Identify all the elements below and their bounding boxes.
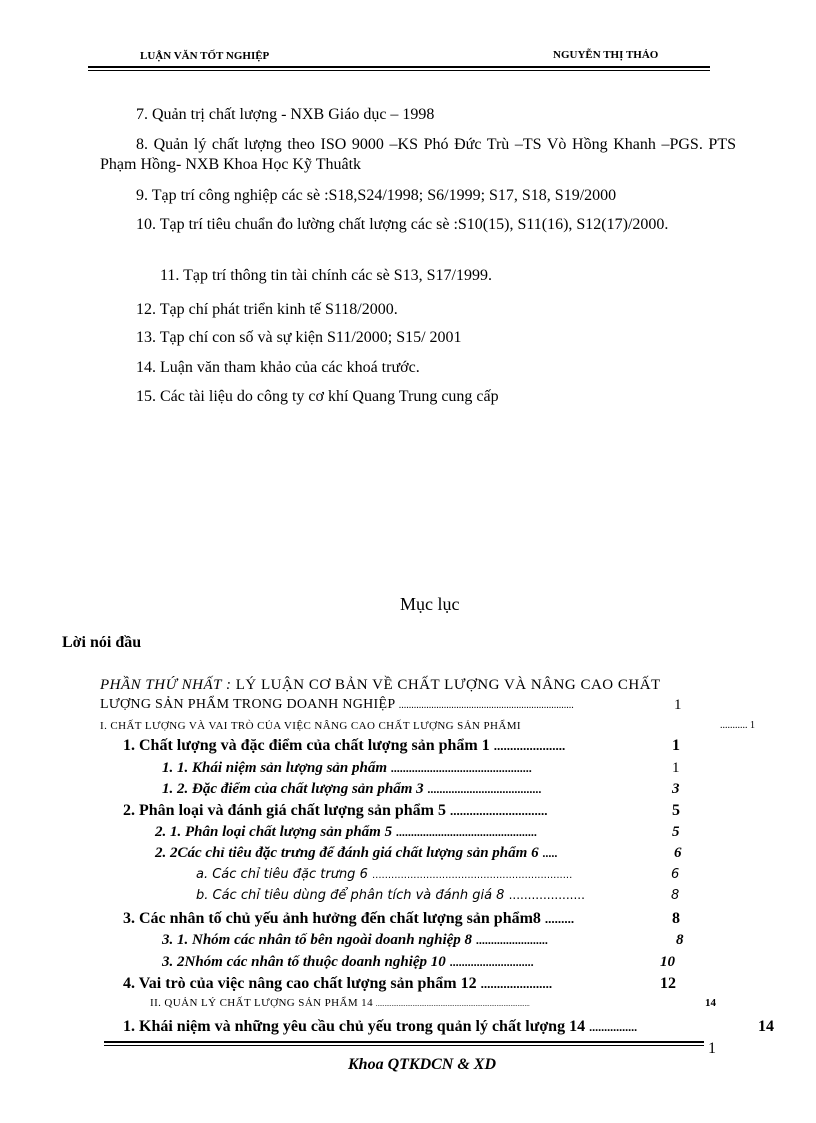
toc-entry-section-1-leader: ........... 1 <box>720 720 755 731</box>
footer-rule-thin <box>104 1045 704 1046</box>
toc-entry-3-1: 3. 1. Nhóm các nhân tố bên ngoài doanh nghiệp 8 ........................ <box>162 932 548 948</box>
toc-entry-2-2: 2. 2Các chỉ tiêu đặc trưng để đánh giá chất lượng sản phẩm 6 ..... <box>155 845 558 861</box>
toc-entry-1-2-page: 3 <box>672 781 680 797</box>
reference-item-7: 7. Quản trị chất lượng - NXB Giáo dục – 1998 <box>136 106 435 123</box>
footer-page-number: 1 <box>708 1040 716 1057</box>
toc-entry-2-1: 2. 1. Phân loại chất lượng sản phẩm 5 ............................................... <box>155 824 537 840</box>
toc-entry-3-page: 8 <box>672 910 680 927</box>
toc-entry-2-1-page: 5 <box>672 824 680 840</box>
toc-intro: Lời nói đầu <box>62 634 142 651</box>
footer-text: Khoa QTKDCN & XD <box>348 1056 497 1073</box>
toc-entry-1-2: 1. 2. Đặc điểm của chất lượng sản phẩm 3 ...................................... <box>162 781 542 797</box>
footer-rule-thick <box>104 1041 704 1043</box>
toc-entry-section-2: II. QUẢN LÝ CHẤT LƯỢNG SẢN PHẨM 14 ........................................................................................ <box>150 997 530 1009</box>
toc-part1-text-1: LÝ LUẬN CƠ BẢN VỀ CHẤT LƯỢNG VÀ NÂNG CAO CHẤT <box>235 677 661 693</box>
toc-entry-2-2-page: 6 <box>674 845 682 861</box>
reference-item-14: 14. Luận văn tham khảo của các khoá trước. <box>136 359 420 376</box>
reference-item-9: 9. Tạp trí công nghiệp các sè :S18,S24/1998; S6/1999; S17, S18, S19/2000 <box>136 187 617 204</box>
header-rule-thin <box>88 70 710 71</box>
toc-entry-1-1-page: 1 <box>672 760 680 776</box>
reference-item-12: 12. Tạp chí phát triển kinh tế S118/2000. <box>136 301 398 318</box>
toc-entry-2-2-b-page: 8 <box>671 888 680 903</box>
toc-entry-2: 2. Phân loại và đánh giá chất lượng sản phẩm 5 .............................. <box>123 802 548 819</box>
header-right: NGUYỄN THỊ THẢO <box>553 49 659 61</box>
reference-item-15: 15. Các tài liệu do công ty cơ khí Quang Trung cung cấp <box>136 388 499 405</box>
toc-entry-1-page: 1 <box>672 737 680 754</box>
reference-item-13: 13. Tạp chí con số và sự kiện S11/2000; S15/ 2001 <box>136 329 462 346</box>
toc-part1-page: 1 <box>674 697 682 713</box>
header-left: LUẬN VĂN TỐT NGHIỆP <box>140 50 270 62</box>
toc-entry-4: 4. Vai trò của việc nâng cao chất lượng sản phẩm 12 ...................... <box>123 975 553 992</box>
toc-entry-2-page: 5 <box>672 802 680 819</box>
toc-part1-label: PHẦN THỨ NHẤT : <box>100 677 232 693</box>
toc-entry-3: 3. Các nhân tố chủ yếu ảnh hưởng đến chất lượng sản phẩm8 ......... <box>123 910 575 927</box>
toc-entry-1: 1. Chất lượng và đặc điểm của chất lượng sản phẩm 1 ...................... <box>123 737 566 754</box>
toc-part1-text-2: LƯỢNG SẢN PHẨM TRONG DOANH NGHIỆP <box>100 697 395 712</box>
toc-entry-2-2-a: a. Các chỉ tiêu đặc trưng 6 ............................................................... <box>196 867 573 882</box>
toc-entry-2-2-b: b. Các chỉ tiêu dùng để phân tích và đánh giá 8 .................... <box>196 888 585 903</box>
toc-entry-ii-1-page: 14 <box>758 1018 774 1035</box>
toc-entry-3-2: 3. 2Nhóm các nhân tố thuộc doanh nghiệp 10 ............................ <box>162 954 534 970</box>
toc-entry-4-page: 12 <box>660 975 676 992</box>
toc-part1-leader: ...................................................................... <box>398 700 574 711</box>
header-rule-thick <box>88 66 710 68</box>
toc-entry-2-2-a-page: 6 <box>671 867 680 882</box>
toc-entry-ii-1: 1. Khái niệm và những yêu cầu chủ yếu trong quản lý chất lượng 14 ................ <box>123 1018 638 1035</box>
reference-item-10: 10. Tạp trí tiêu chuẩn đo lường chất lượng các sè :S10(15), S11(16), S12(17)/2000. <box>136 216 669 233</box>
toc-entry-1-1: 1. 1. Khái niệm sản lượng sản phẩm ............................................... <box>162 760 532 776</box>
toc-entry-section-1: I. CHẤT LƯỢNG VÀ VAI TRÒ CỦA VIỆC NÂNG CAO CHẤT LƯỢNG SẢN PHẨMI <box>100 720 521 732</box>
reference-item-8: 8. Quản lý chất lượng theo ISO 9000 –KS Phó Đức Trù –TS Vò Hồng Khanh –PGS. PTS Phạm Hồng- NXB Khoa Học Kỹ Thuâtk <box>100 136 736 173</box>
toc-part1-line2 <box>100 697 574 713</box>
toc-entry-section-2-page: 14 <box>705 997 716 1009</box>
reference-item-11: 11. Tạp trí thông tin tài chính các sè S13, S17/1999. <box>160 267 492 284</box>
toc-part1-line1 <box>100 677 661 694</box>
toc-title: Mục lục <box>400 594 460 614</box>
toc-entry-3-1-page: 8 <box>676 932 684 948</box>
toc-entry-3-2-page: 10 <box>660 954 675 970</box>
